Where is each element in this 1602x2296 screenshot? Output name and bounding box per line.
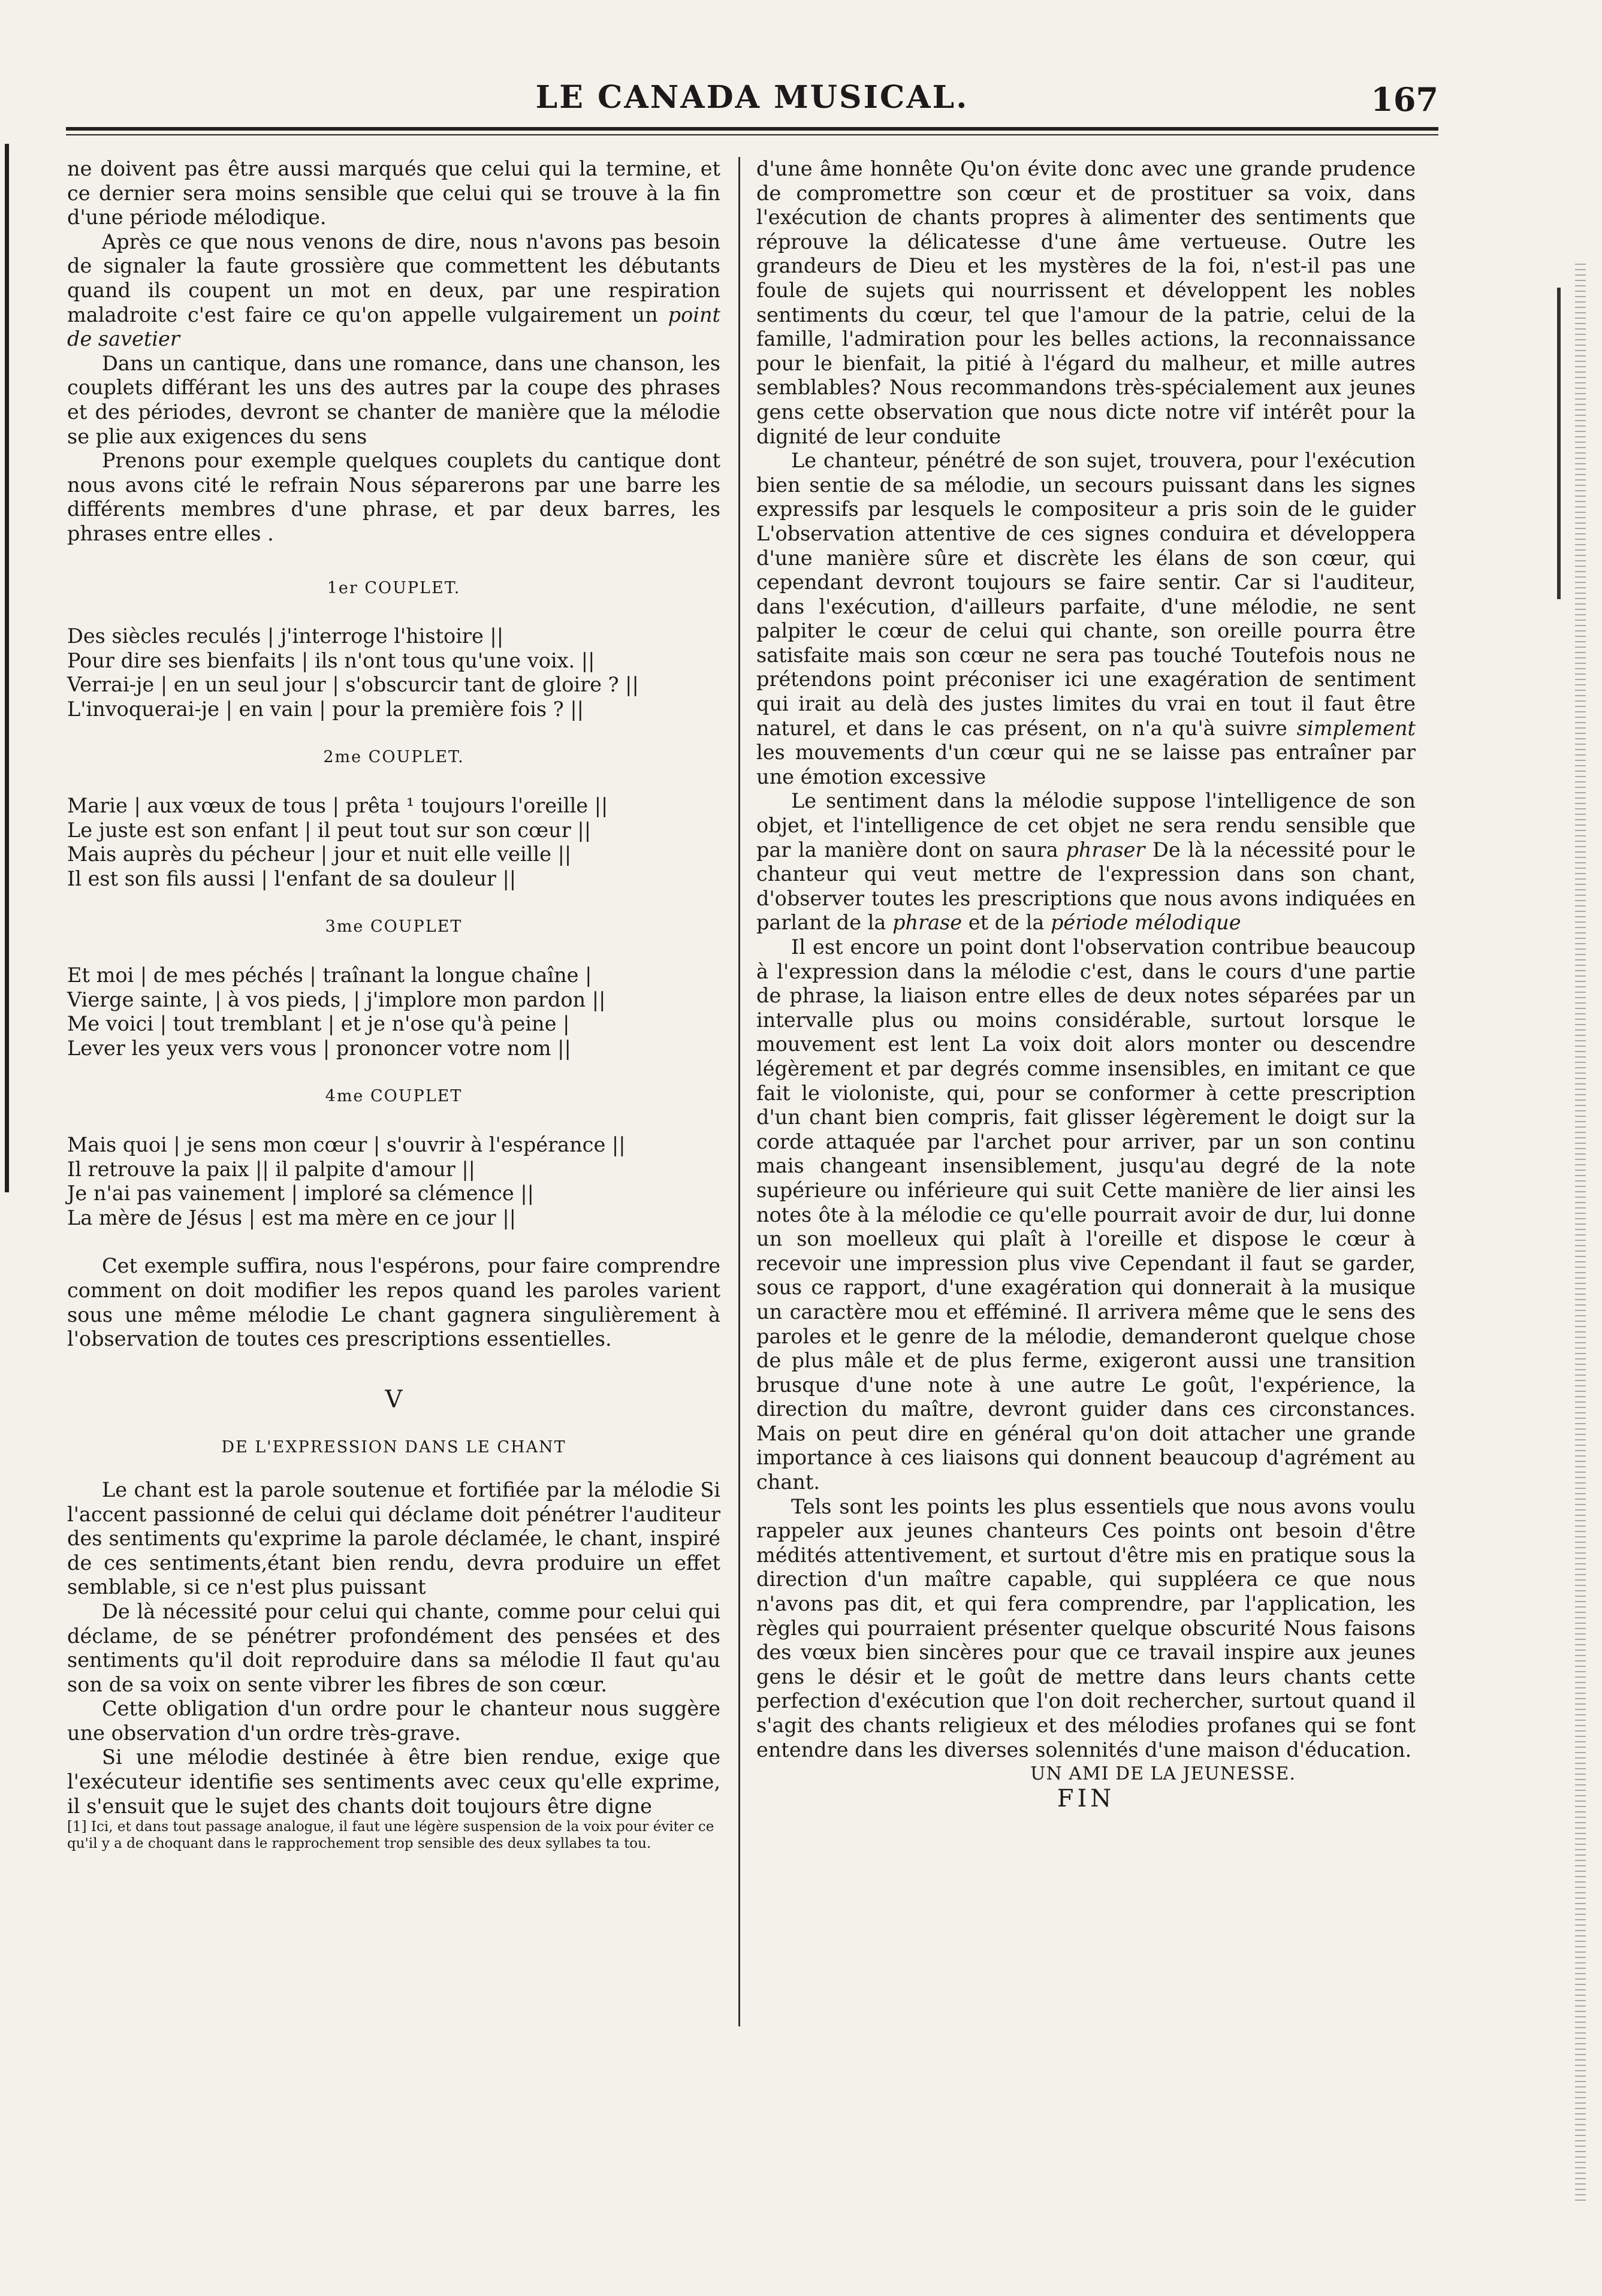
- verse-line: Je n'ai pas vainement | imploré sa clémence ||: [67, 1182, 534, 1206]
- paragraph: [67, 230, 720, 352]
- verse-line: Mais quoi | je sens mon cœur | s'ouvrir à l'espérance ||: [67, 1133, 626, 1156]
- paragraph-text: Le chanteur, pénétré de son sujet, trouvera, pour l'exécution bien sentie de sa mélodie, un secours puissant dans les signes expressifs par lesquels le compositeur a pris soin de le guider L'observation attentive de ces signes conduira et développera d'une manière sûre et discrète les élans de son cœur, qui cependant devront toujours se faire sentir. Car si l'auditeur, dans l'exécution, d'ailleurs parfaite, d'une mélodie, ne sent palpiter le cœur de celui qui chante, son oreille pourra être satisfaite mais son cœur ne sera pas touché Toutefois nous ne prétendons point préconiser ici une exagération de sentiment qui irait au delà des justes limites du vrai en tout il faut être naturel, et dans le cas présent, on n'a qu'à suivre: [756, 449, 1416, 740]
- paragraph: Cet exemple suffira, nous l'espérons, pour faire comprendre comment on doit modifier les repos quand les paroles varient sous une même mélodie Le chant gagnera singulièrement à l'observation de toutes ces prescriptions essentielles.: [67, 1254, 720, 1351]
- paragraph: Prenons pour exemple quelques couplets du cantique dont nous avons cité le refrain Nous séparerons par une barre les différents membres d'une phrase, et par deux barres, les phrases entre elles .: [67, 449, 720, 545]
- paragraph: Si une mélodie destinée à être bien rendue, exige que l'exécuteur identifie ses sentiments avec ceux qu'elle exprime, il s'ensuit que le sujet des chants doit toujours être digne: [67, 1745, 720, 1818]
- italic-term: simplement: [1296, 716, 1416, 740]
- section-number: V: [385, 1385, 403, 1413]
- italic-term: phrase: [892, 911, 963, 935]
- paragraph-text: les mouvements d'un cœur qui ne se laisse pas entraîner par une émotion excessive: [756, 741, 1416, 789]
- verse-line: Marie | aux vœux de tous | prêta ¹ toujours l'oreille ||: [67, 794, 608, 818]
- author-signature: UN AMI DE LA JEUNESSE.: [1030, 1763, 1296, 1785]
- page-header: [66, 72, 1438, 126]
- left-column: [67, 157, 720, 1852]
- verse-line: Me voici | tout tremblant | et je n'ose qu'à peine |: [67, 1012, 570, 1036]
- end-mark: FIN: [1057, 1784, 1115, 1812]
- paragraph-text: et de la: [968, 911, 1045, 935]
- verse-line: Le juste est son enfant | il peut tout sur son cœur ||: [67, 818, 591, 842]
- column-divider: [738, 157, 740, 2026]
- paragraph: d'une âme honnête Qu'on évite donc avec une grande prudence de compromettre son cœur et de prostituer sa voix, dans l'exécution de chants propres à alimenter des sentiments que réprouve la délicatesse d'une âme vertueuse. Outre les grandeurs de Dieu et les mystères de la foi, n'est-il pas une foule de sujets qui nourrissent et développent les nobles sentiments du cœur, tel que l'amour de la patrie, celui de la famille, l'admiration pour les belles actions, la reconnaissance pour le bienfait, la pitié à l'égard du malheur, et mille autres semblables? Nous recommandons très-spécialement aux jeunes gens cette observation que nous dicte notre vif intérêt pour la dignité de leur conduite: [756, 157, 1416, 448]
- verse-line: L'invoquerai-je | en vain | pour la première fois ? ||: [67, 697, 584, 721]
- verse-line: La mère de Jésus | est ma mère en ce jour ||: [67, 1206, 516, 1229]
- paragraph: De là nécessité pour celui qui chante, comme pour celui qui déclame, de se pénétrer profondément des pensées et des sentiments qu'il doit reproduire dans sa mélodie Il faut qu'au son de sa voix on sente vibrer les fibres de son cœur.: [67, 1599, 720, 1696]
- verse-line: Il est son fils aussi | l'enfant de sa douleur ||: [67, 866, 517, 890]
- paragraph: Dans un cantique, dans une romance, dans une chanson, les couplets différant les uns des autres par la coupe des phrases et des périodes, devront se chanter de manière que la mélodie se plie aux exigences du sens: [67, 351, 720, 448]
- paragraph: Il est encore un point dont l'observation contribue beaucoup à l'expression dans la mélodie c'est, dans le cours d'une partie de phrase, la liaison entre elles de deux notes séparées par un intervalle plus ou moins considérable, surtout lorsque le mouvement est lent La voix doit alors monter ou descendre légèrement et par degrés comme insensibles, en imitant ce que fait le violoniste, qui, pour se conformer à cette prescription d'un chant bien compris, fait glisser légèrement le doigt sur la corde attaquée par l'archet pour arriver, par un son continu mais changeant insensiblement, jusqu'au degré de la note supérieure ou inférieure qui suit Cette manière de lier ainsi les notes ôte à la mélodie ce qu'elle pourrait avoir de dur, lui donne un son moelleux qui plaît à l'oreille et dispose le cœur à recevoir une impression plus vive Cependant il faut se garder, sous ce rapport, d'une exagération qui donnerait à la musique un caractère mou et efféminé. Il arrivera même que le sens des paroles et le genre de la mélodie, demanderont quelque chose de plus mâle et de plus ferme, exigeront aussi une transition brusque d'une note à une autre Le goût, l'expérience, la direction du maître, devront guider dans ces circonstances. Mais on peut dire en général qu'on doit attacher une grande importance à ces liaisons qui donnent beaucoup d'agrément au chant.: [756, 935, 1416, 1494]
- verse-line: Lever les yeux vers vous | prononcer votre nom ||: [67, 1036, 571, 1060]
- margin-bar: [5, 144, 9, 1192]
- right-column: [756, 157, 1416, 1811]
- verse-line: Vierge sainte, | à vos pieds, | j'implore mon pardon ||: [67, 987, 606, 1011]
- paragraph: Le chant est la parole soutenue et fortifiée par la mélodie Si l'accent passionné de celui qui déclame doit pénétrer l'auditeur des sentiments qu'exprime la parole déclamée, le chant, inspiré de ces sentiments,étant bien rendu, devra produire un effet semblable, si ce n'est plus puissant: [67, 1478, 720, 1599]
- italic-term: période mélodique: [1050, 911, 1241, 935]
- verse-line: Et moi | de mes péchés | traînant la longue chaîne |: [67, 963, 592, 987]
- verse-line: Il retrouve la paix || il palpite d'amour ||: [67, 1157, 475, 1181]
- couplet-heading: 3me COUPLET: [325, 917, 463, 936]
- couplet-heading: 4me COUPLET: [325, 1087, 463, 1106]
- paragraph-text: De là la nécessité pour le chanteur qui veut mettre de l'expression dans son chant, d'observer toutes les prescriptions que nous avons indiquées en parlant de la: [756, 838, 1416, 935]
- couplet-heading: 1er COUPLET.: [327, 578, 461, 597]
- page-edge-bar: [1557, 288, 1561, 599]
- verse-line: Des siècles reculés | j'interroge l'histoire ||: [67, 624, 503, 648]
- section-title: DE L'EXPRESSION DANS LE CHANT: [221, 1438, 566, 1457]
- footnote: [1] Ici, et dans tout passage analogue, il faut une légère suspension de la voix pour éviter ce qu'il y a de choquant dans le rapprochement trop sensible des deux syllabes ta tou.: [67, 1819, 714, 1852]
- page-number: 167: [1371, 80, 1438, 119]
- header-rule: [66, 127, 1438, 131]
- italic-term: phraser: [1066, 838, 1145, 862]
- verse-line: Verrai-je | en un seul jour | s'obscurcir tant de gloire ? ||: [67, 673, 639, 697]
- couplet-verse: [67, 1133, 720, 1230]
- paragraph: [756, 449, 1416, 789]
- paragraph: Cette obligation d'un ordre pour le chanteur nous suggère une observation d'un ordre très-grave.: [67, 1697, 720, 1745]
- paragraph: Tels sont les points les plus essentiels que nous avons voulu rappeler aux jeunes chanteurs Ces points ont besoin d'être médités attentivement, et surtout d'être mis en pratique sous la direction d'un maître capable, qui suppléera ce que nous n'avons pas dit, et qui fera comprendre, par l'application, les règles qui pourraient présenter quelque obscurité Nous faisons des vœux bien sincères pour que ce travail inspire aux jeunes gens le désir et le goût de mettre dans leurs chants cette perfection d'exécution que l'on doit rechercher, surtout quand il s'agit des chants religieux et des mélodies profanes qui se font entendre dans les diverses solennités d'une maison d'éducation.: [756, 1494, 1416, 1762]
- couplet-verse: [67, 963, 720, 1061]
- header-rule-thin: [66, 134, 1438, 135]
- page-edge-texture: [1575, 264, 1586, 2205]
- couplet-verse: [67, 624, 720, 721]
- couplet-heading: 2me COUPLET.: [323, 748, 464, 767]
- paragraph: ne doivent pas être aussi marqués que celui qui la termine, et ce dernier sera moins sensible que celui qui se trouve à la fin d'une période mélodique.: [67, 157, 720, 229]
- paragraph-text: Le sentiment dans la mélodie suppose l'intelligence de son objet, et l'intelligence de cet objet ne sera rendu sensible que par la manière dont on saura: [756, 789, 1416, 862]
- italic-term: point de savetier: [67, 303, 720, 351]
- paragraph: [756, 789, 1416, 935]
- verse-line: Pour dire ses bienfaits | ils n'ont tous qu'une voix. ||: [67, 648, 595, 672]
- journal-title: LE CANADA MUSICAL.: [535, 79, 969, 116]
- verse-line: Mais auprès du pécheur | jour et nuit elle veille ||: [67, 842, 572, 866]
- paragraph-text: Après ce que nous venons de dire, nous n'avons pas besoin de signaler la faute grossière que commettent les débutants quand ils coupent un mot en deux, par une respiration maladroite c'est faire ce qu'on appelle vulgairement un: [67, 229, 720, 327]
- couplet-verse: [67, 794, 720, 891]
